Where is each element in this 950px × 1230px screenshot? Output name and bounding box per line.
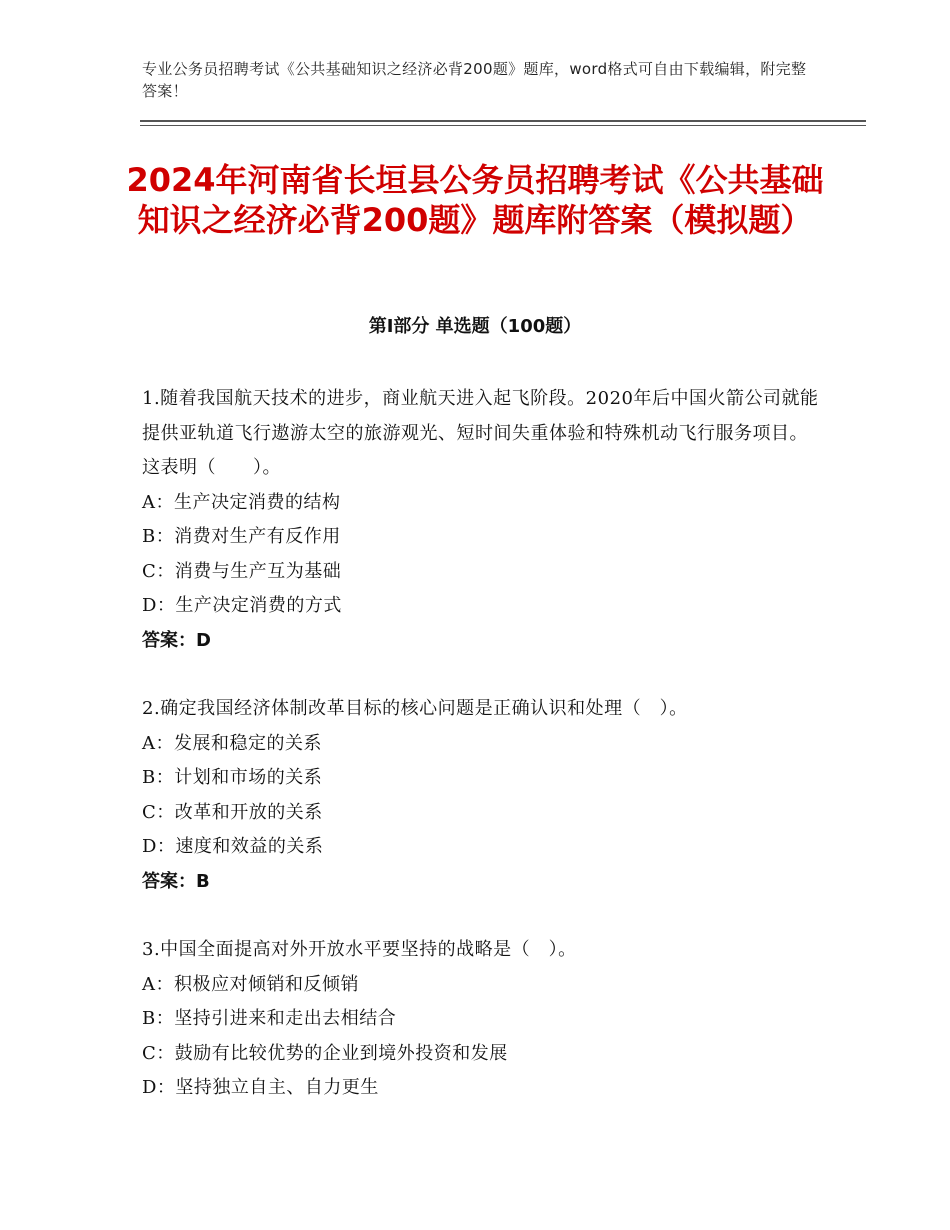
question-stem: 1.随着我国航天技术的进步，商业航天进入起飞阶段。2020年后中国火箭公司就能提供亚轨道飞行遨游太空的旅游观光、短时间失重体验和特殊机动飞行服务项目。这表明（ ）。 <box>142 388 819 478</box>
section-title: 第Ⅰ部分 单选题（100题） <box>368 316 582 337</box>
option-c: C：改革和开放的关系 <box>142 801 323 823</box>
option-b: B：坚持引进来和走出去相结合 <box>142 1008 397 1029</box>
document-title: 2024年河南省长垣县公务员招聘考试《公共基础知识之经济必背200题》题库附答案（模拟题） <box>126 161 824 239</box>
answer: 答案：B <box>142 870 210 892</box>
question-1 <box>142 382 822 658</box>
option-d: D：速度和效益的关系 <box>142 836 324 857</box>
option-b: B：计划和市场的关系 <box>142 767 323 788</box>
option-a: A：生产决定消费的结构 <box>142 491 341 513</box>
option-b: B：消费对生产有反作用 <box>142 526 341 547</box>
question-list <box>142 382 822 1140</box>
header-divider-thin <box>140 125 866 126</box>
option-c: C：消费与生产互为基础 <box>142 560 342 582</box>
question-stem: 3.中国全面提高对外开放水平要坚持的战略是（ ）。 <box>142 939 577 960</box>
option-d: D：生产决定消费的方式 <box>142 595 342 616</box>
header-divider-thick <box>140 120 866 122</box>
option-a: A：发展和稳定的关系 <box>142 732 322 754</box>
option-a: A：积极应对倾销和反倾销 <box>142 973 359 995</box>
option-d: D：坚持独立自主、自力更生 <box>142 1077 379 1098</box>
option-c: C：鼓励有比较优势的企业到境外投资和发展 <box>142 1042 508 1064</box>
header-note: 专业公务员招聘考试《公共基础知识之经济必背200题》题库，word格式可自由下载编辑，附完整答案！ <box>142 60 807 100</box>
question-2 <box>142 692 822 899</box>
question-3 <box>142 933 822 1106</box>
answer: 答案：D <box>142 629 211 651</box>
question-stem: 2.确定我国经济体制改革目标的核心问题是正确认识和处理（ ）。 <box>142 698 688 719</box>
